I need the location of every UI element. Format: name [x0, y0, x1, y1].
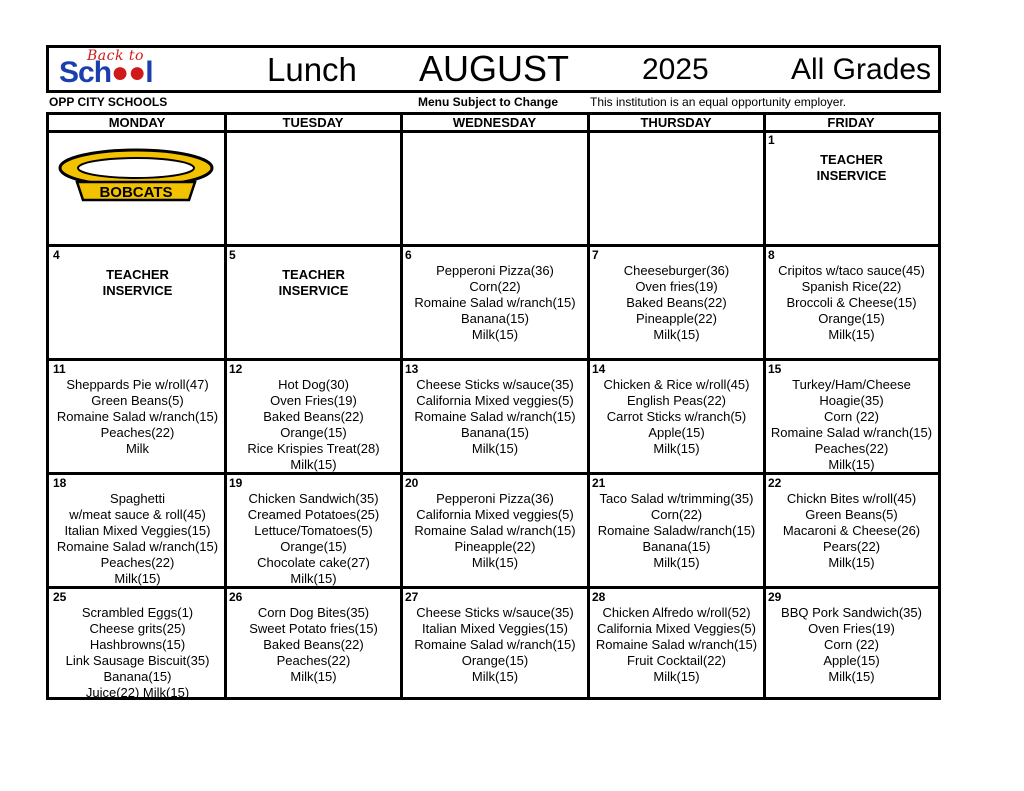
- menu-item: Milk(15): [653, 441, 700, 456]
- menu-item: Milk(15): [653, 327, 700, 342]
- menu-item: Fruit Cocktail(22): [627, 653, 726, 668]
- menu-item: w/meat sauce & roll(45): [69, 507, 206, 522]
- date-number: 14: [592, 362, 606, 376]
- menu-item: Romaine Salad w/ranch(15): [414, 295, 576, 310]
- menu-item: Broccoli & Cheese(15): [786, 295, 917, 310]
- equal-opportunity-note: This institution is an equal opportunity employer.: [590, 95, 847, 109]
- date-number: 15: [768, 362, 782, 376]
- menu-item: TEACHER: [282, 267, 345, 282]
- menu-item: Orange(15): [818, 311, 885, 326]
- menu-item: Oven Fries(19): [270, 393, 357, 408]
- day-heading-friday: FRIDAY: [827, 115, 875, 130]
- menu-item: Milk(15): [828, 457, 875, 472]
- menu-item: Sweet Potato fries(15): [249, 621, 378, 636]
- column-divider: [763, 115, 766, 697]
- menu-item: Milk(15): [828, 669, 875, 684]
- day-cell-26: [228, 590, 399, 696]
- date-number: 12: [229, 362, 243, 376]
- day-cell-28: [591, 590, 762, 696]
- menu-item: Chicken Sandwich(35): [248, 491, 379, 506]
- date-number: 13: [405, 362, 419, 376]
- menu-item: Pineapple(22): [636, 311, 717, 326]
- day-cell-5: [228, 248, 399, 358]
- menu-item: Taco Salad w/trimming(35): [599, 491, 754, 506]
- day-cell-1: [767, 133, 936, 244]
- menu-item: Sheppards Pie w/roll(47): [66, 377, 209, 392]
- date-number: 6: [405, 248, 412, 262]
- date-number: 8: [768, 248, 775, 262]
- menu-year: 2025: [642, 53, 709, 86]
- menu-item: Peaches(22): [100, 425, 175, 440]
- menu-item: Chicken & Rice w/roll(45): [603, 377, 750, 392]
- menu-item: Milk(15): [471, 669, 519, 684]
- menu-item: Milk(15): [471, 555, 519, 570]
- menu-item: Milk(15): [114, 571, 161, 586]
- menu-item: Green Beans(5): [91, 393, 184, 408]
- menu-item: TEACHER: [820, 152, 883, 167]
- date-number: 27: [405, 590, 419, 604]
- day-cell-13: [404, 362, 586, 472]
- menu-item: Oven fries(19): [635, 279, 718, 294]
- row-divider: [49, 244, 938, 247]
- menu-item: English Peas(22): [627, 393, 726, 408]
- menu-item: Milk(15): [290, 571, 337, 586]
- menu-item: Orange(15): [461, 653, 529, 668]
- menu-item: Corn (22): [824, 637, 879, 652]
- menu-month: AUGUST: [419, 48, 570, 89]
- menu-item: California Mixed veggies(5): [416, 393, 574, 408]
- menu-item: Oven Fries(19): [808, 621, 895, 636]
- menu-item: Milk(15): [828, 555, 875, 570]
- day-cell-empty: [228, 133, 399, 244]
- menu-item: California Mixed veggies(5): [416, 507, 574, 522]
- menu-item: BBQ Pork Sandwich(35): [781, 605, 922, 620]
- day-cell-29: [767, 590, 936, 696]
- menu-item: Banana(15): [642, 539, 711, 554]
- menu-item: Milk(15): [290, 669, 337, 684]
- date-number: 7: [592, 248, 599, 262]
- date-number: 1: [768, 133, 775, 147]
- menu-item: Milk(15): [471, 441, 519, 456]
- bobcats-logo-text: BOBCATS: [99, 184, 173, 201]
- menu-item: Peaches(22): [814, 441, 889, 456]
- day-cell-18: [52, 476, 223, 586]
- menu-item: Milk(15): [828, 327, 875, 342]
- menu-item: Cheese Sticks w/sauce(35): [416, 377, 574, 392]
- menu-item: Romaine Salad w/ranch(15): [770, 425, 933, 440]
- menu-item: Corn Dog Bites(35): [257, 605, 370, 620]
- menu-item: California Mixed Veggies(5): [597, 621, 756, 636]
- day-cell-14: [591, 362, 762, 472]
- day-cell-12: [228, 362, 399, 472]
- day-heading-wednesday: WEDNESDAY: [452, 115, 537, 130]
- menu-item: Apple(15): [823, 653, 880, 668]
- subject-to-change-note: Menu Subject to Change: [418, 95, 559, 109]
- menu-item: Italian Mixed Veggies(15): [422, 621, 568, 636]
- menu-item: Lettuce/Tomatoes(5): [254, 523, 373, 538]
- menu-item: Peaches(22): [100, 555, 175, 570]
- menu-item: Apple(15): [648, 425, 705, 440]
- menu-item: Milk(15): [471, 327, 519, 342]
- menu-item: Pepperoni Pizza(36): [436, 263, 554, 278]
- menu-item: Cheese grits(25): [89, 621, 186, 636]
- menu-item: Corn(22): [650, 507, 703, 522]
- menu-item: Pineapple(22): [454, 539, 536, 554]
- menu-calendar: [46, 112, 941, 700]
- menu-item: Cheeseburger(36): [623, 263, 730, 278]
- org-name: OPP CITY SCHOOLS: [49, 95, 168, 109]
- menu-item: Chicken Alfredo w/roll(52): [602, 605, 751, 620]
- date-number: 25: [53, 590, 67, 604]
- menu-item: Pears(22): [822, 539, 881, 554]
- row-divider: [49, 358, 938, 361]
- logo-top-text: Back to: [87, 48, 144, 64]
- menu-item: Romaine Salad w/ranch(15): [595, 637, 758, 652]
- bobcats-logo: [57, 148, 215, 203]
- date-number: 19: [229, 476, 243, 490]
- menu-item: Baked Beans(22): [263, 409, 364, 424]
- menu-item: Rice Krispies Treat(28): [247, 441, 380, 456]
- date-number: 20: [405, 476, 419, 490]
- menu-item: Hashbrowns(15): [89, 637, 186, 652]
- day-cell-15: [767, 362, 936, 472]
- menu-item: Baked Beans(22): [626, 295, 727, 310]
- menu-item: Romaine Salad w/ranch(15): [414, 523, 576, 538]
- column-divider: [400, 115, 403, 697]
- info-line: [46, 95, 941, 111]
- day-cell-21: [591, 476, 762, 586]
- menu-item: Romaine Saladw/ranch(15): [597, 523, 756, 538]
- day-cell-25: [52, 590, 223, 700]
- menu-item: Romaine Salad w/ranch(15): [56, 409, 219, 424]
- menu-item: Turkey/Ham/Cheese: [792, 377, 911, 392]
- date-number: 18: [53, 476, 67, 490]
- day-cell-empty: [591, 133, 762, 244]
- date-number: 5: [229, 248, 236, 262]
- menu-item: Macaroni & Cheese(26): [782, 523, 921, 538]
- menu-item: Milk(15): [653, 669, 700, 684]
- day-cell-11: [52, 362, 223, 472]
- day-cell-6: [404, 248, 586, 358]
- menu-item: Milk: [125, 441, 150, 456]
- day-cell-22: [767, 476, 936, 586]
- menu-item: Romaine Salad w/ranch(15): [414, 637, 576, 652]
- menu-item: Cheese Sticks w/sauce(35): [416, 605, 574, 620]
- date-number: 22: [768, 476, 782, 490]
- menu-item: Green Beans(5): [805, 507, 898, 522]
- day-cell-4: [52, 248, 223, 358]
- column-divider: [224, 115, 227, 697]
- menu-item: INSERVICE: [278, 283, 349, 298]
- menu-item: Banana(15): [461, 311, 529, 326]
- date-number: 29: [768, 590, 782, 604]
- menu-title: Lunch: [267, 51, 357, 88]
- logo-main-text: Sch●●l: [59, 56, 153, 89]
- menu-item: Corn (22): [824, 409, 879, 424]
- date-number: 4: [53, 248, 60, 262]
- menu-item: Chocolate cake(27): [257, 555, 370, 570]
- menu-item: Baked Beans(22): [263, 637, 364, 652]
- menu-item: Cripitos w/taco sauce(45): [778, 263, 925, 278]
- menu-item: Pepperoni Pizza(36): [436, 491, 554, 506]
- menu-item: Chickn Bites w/roll(45): [786, 491, 917, 506]
- menu-item: Orange(15): [280, 539, 347, 554]
- day-cell-27: [404, 590, 586, 696]
- menu-item: Hot Dog(30): [278, 377, 349, 392]
- day-heading-tuesday: TUESDAY: [282, 115, 344, 130]
- day-cell-7: [591, 248, 762, 358]
- menu-item: Milk(15): [653, 555, 700, 570]
- date-number: 26: [229, 590, 243, 604]
- day-cell-8: [767, 248, 936, 358]
- menu-item: INSERVICE: [816, 168, 887, 183]
- menu-item: Juice(22) Milk(15): [85, 685, 190, 700]
- menu-item: Italian Mixed Veggies(15): [64, 523, 211, 538]
- menu-item: Milk(15): [290, 457, 337, 472]
- menu-item: Spanish Rice(22): [801, 279, 902, 294]
- menu-item: Corn(22): [469, 279, 521, 294]
- date-number: 21: [592, 476, 606, 490]
- day-cell-20: [404, 476, 586, 586]
- menu-item: Peaches(22): [276, 653, 351, 668]
- menu-item: Orange(15): [280, 425, 347, 440]
- date-number: 11: [53, 362, 66, 376]
- back-to-school-logo: [57, 50, 222, 90]
- menu-item: TEACHER: [106, 267, 169, 282]
- menu-item: Spaghetti: [110, 491, 165, 506]
- menu-item: Romaine Salad w/ranch(15): [414, 409, 576, 424]
- menu-grades: All Grades: [791, 53, 932, 86]
- day-cell-19: [228, 476, 399, 586]
- menu-item: Banana(15): [461, 425, 529, 440]
- menu-item: Romaine Salad w/ranch(15): [56, 539, 219, 554]
- day-cell-empty: [404, 133, 586, 244]
- menu-item: Creamed Potatoes(25): [247, 507, 380, 522]
- column-divider: [587, 115, 590, 697]
- menu-item: INSERVICE: [102, 283, 173, 298]
- menu-item: Carrot Sticks w/ranch(5): [606, 409, 747, 424]
- menu-item: Banana(15): [103, 669, 172, 684]
- menu-item: Scrambled Eggs(1): [81, 605, 194, 620]
- day-heading-monday: MONDAY: [108, 115, 166, 130]
- date-number: 28: [592, 590, 606, 604]
- menu-item: Link Sausage Biscuit(35): [65, 653, 210, 668]
- day-heading-thursday: THURSDAY: [640, 115, 712, 130]
- menu-item: Hoagie(35): [819, 393, 884, 408]
- menu-header: [46, 45, 941, 93]
